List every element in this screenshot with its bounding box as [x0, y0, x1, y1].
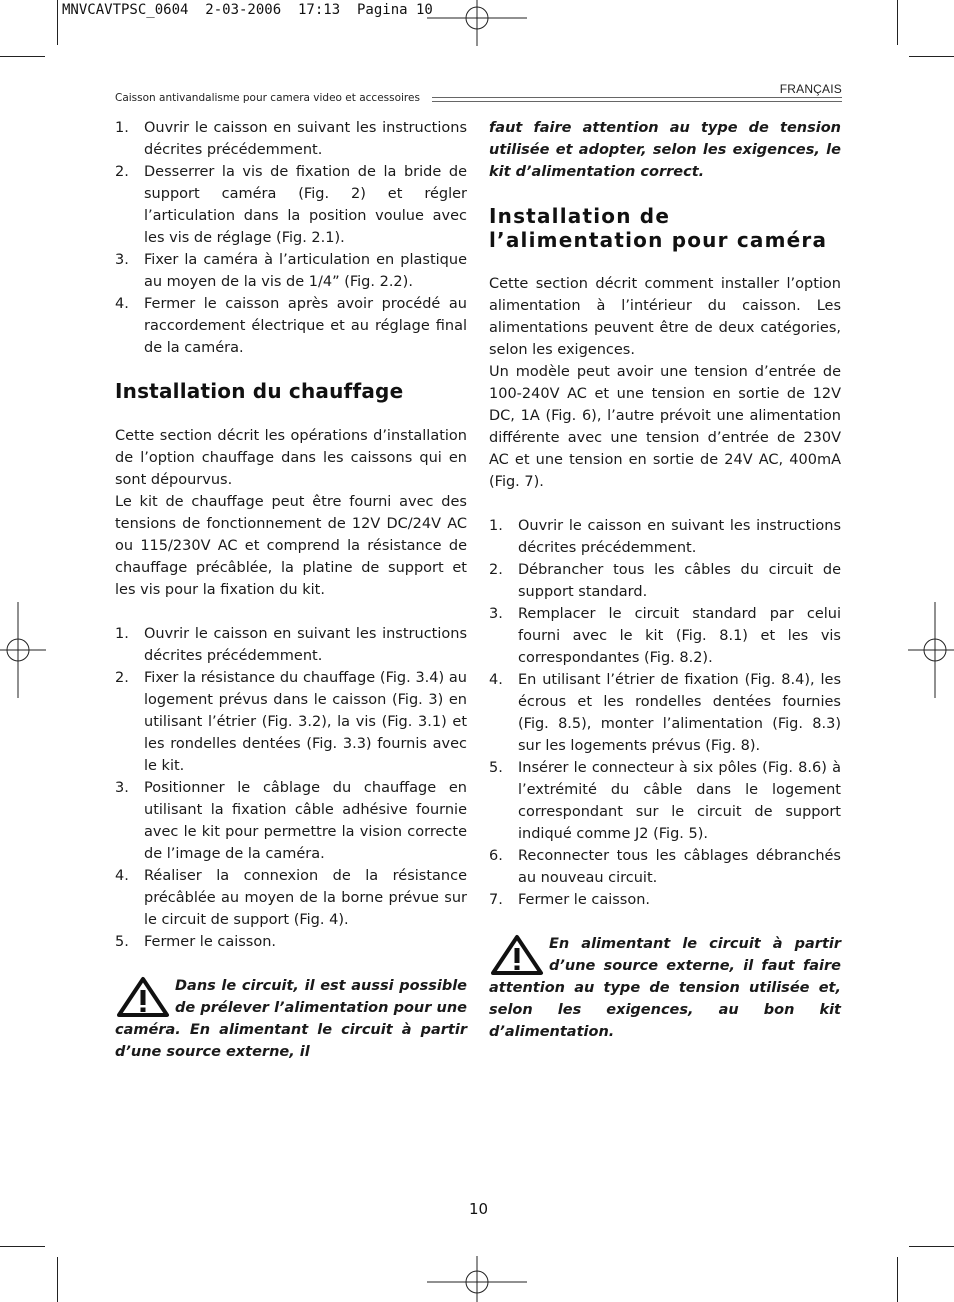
heading-heating-installation: Installation du chauffage [115, 379, 404, 403]
heating-kit-paragraph: Le kit de chauffage peut être fourni avec des tensions de fonctionnement de 12V DC/24V AC ou 115/230V AC et comprend la résistance de chauffage précâblée, la platine de support et les vis pour la fixation du kit. [115, 494, 467, 598]
registration-mark-left [0, 602, 46, 698]
heating-intro-paragraph: Cette section décrit les opérations d’installation de l’option chauffage dans les caissons qui en sont dépourvus. [115, 428, 467, 488]
print-slug: MNVCAVTPSC_0604 2-03-2006 17:13 Pagina 10 [62, 2, 433, 18]
left-column [115, 117, 467, 1063]
crop-mark-br-v [897, 1257, 898, 1302]
crop-mark-tl-h [0, 56, 45, 57]
warning-triangle-icon [489, 933, 545, 977]
heading-power-supply-installation: Installation de l’alimentation pour caméra [489, 204, 828, 252]
warning-triangle-icon [115, 975, 171, 1019]
list-item: 1. Ouvrir le caisson en suivant les instructions décrites précédemment. [489, 518, 841, 556]
list-item: 4. Réaliser la connexion de la résistance précâblée au moyen de la borne prévue sur le circuit de support (Fig. 4). [115, 868, 467, 928]
crop-mark-bl-v [57, 1257, 58, 1302]
heating-warning [115, 975, 467, 1063]
right-column [489, 117, 841, 1043]
crop-mark-tr-v [897, 0, 898, 45]
heating-steps [115, 623, 467, 953]
page-number: 10 [469, 1200, 489, 1218]
registration-mark-right [908, 602, 954, 698]
crop-mark-tr-h [909, 56, 954, 57]
header-language: FRANÇAIS [779, 82, 842, 96]
list-item: 3. Positionner le câblage du chauffage en utilisant la fixation câble adhésive fournie avec le kit pour permettre la vision correcte de l’image de la caméra. [115, 780, 467, 862]
list-item: 2. Desserrer la vis de fixation de la bride de support caméra (Fig. 2) et régler l’articulation dans la position voulue avec les vis de réglage (Fig. 2.1). [115, 164, 467, 246]
list-item: 7. Fermer le caisson. [489, 892, 651, 908]
list-item: 5. Insérer le connecteur à six pôles (Fig. 8.6) à l’extrémité du câble dans le logement correspondant sur le circuit de support indiqué comme J2 (Fig. 5). [489, 760, 841, 842]
list-item: 3. Fixer la caméra à l’articulation en plastique au moyen de la vis de 1/4” (Fig. 2.2). [115, 252, 467, 290]
power-intro-paragraph: Cette section décrit comment installer l’option alimentation à l’intérieur du caisson. Les alimentations peuvent être de deux catégories, selon les exigences. [489, 276, 841, 358]
power-models-paragraph: Un modèle peut avoir une tension d’entrée de 100-240V AC et une tension en sortie de 12V DC, 1A (Fig. 6), l’autre prévoit une alimentation différente avec une tension d’entrée de 230V AC et une tension en sortie de 24V AC, 400mA (Fig. 7). [489, 364, 841, 490]
list-item: 4. En utilisant l’étrier de fixation (Fig. 8.4), les écrous et les rondelles dentées fournies (Fig. 8.5), monter l’alimentation (Fig. 8.3) sur les logements prévus (Fig. 8). [489, 672, 841, 754]
list-item: 4. Fermer le caisson après avoir procédé au raccordement électrique et au réglage final de la caméra. [115, 296, 467, 356]
heating-warning-text: Dans le circuit, il est aussi possible de prélever l’alimentation pour une caméra. En alimentant le circuit à partir d’une source externe, il [115, 978, 467, 1060]
list-item: 3. Remplacer le circuit standard par celui fourni avec le kit (Fig. 8.1) et les vis correspondantes (Fig. 8.2). [489, 606, 841, 666]
list-item: 1. Ouvrir le caisson en suivant les instructions décrites précédemment. [115, 626, 467, 664]
header-rule [432, 97, 842, 102]
crop-mark-br-h [909, 1246, 954, 1247]
list-item: 2. Débrancher tous les câbles du circuit de support standard. [489, 562, 841, 600]
list-item: 2. Fixer la résistance du chauffage (Fig. 3.4) au logement prévus dans le caisson (Fig. 3) en utilisant l’étrier (Fig. 3.2), la vis (Fig. 3.1) et les rondelles dentées (Fig. 3.3) fournis avec le kit. [115, 670, 467, 774]
registration-mark-bottom [427, 1256, 527, 1302]
crop-mark-bl-h [0, 1246, 45, 1247]
list-item: 5. Fermer le caisson. [115, 934, 277, 950]
header-subtitle: Caisson antivandalisme pour camera video et accessoires [115, 92, 420, 104]
power-supply-steps [489, 515, 841, 911]
power-warning [489, 933, 841, 1043]
list-item: 1. Ouvrir le caisson en suivant les instructions décrites précédemment. [115, 120, 467, 158]
camera-mounting-steps [115, 117, 467, 359]
crop-mark-tl-v [57, 0, 58, 45]
power-warning-text: En alimentant le circuit à partir d’une source externe, il faut faire attention au type de tension utilisée et, selon les exigences, au bon kit d’alimentation. [489, 936, 841, 1040]
list-item: 6. Reconnecter tous les câblages débranchés au nouveau circuit. [489, 848, 841, 886]
heating-warning-continued: faut faire attention au type de tension utilisée et adopter, selon les exigences, le kit d’alimentation correct. [489, 120, 841, 180]
registration-mark-top [427, 0, 527, 46]
